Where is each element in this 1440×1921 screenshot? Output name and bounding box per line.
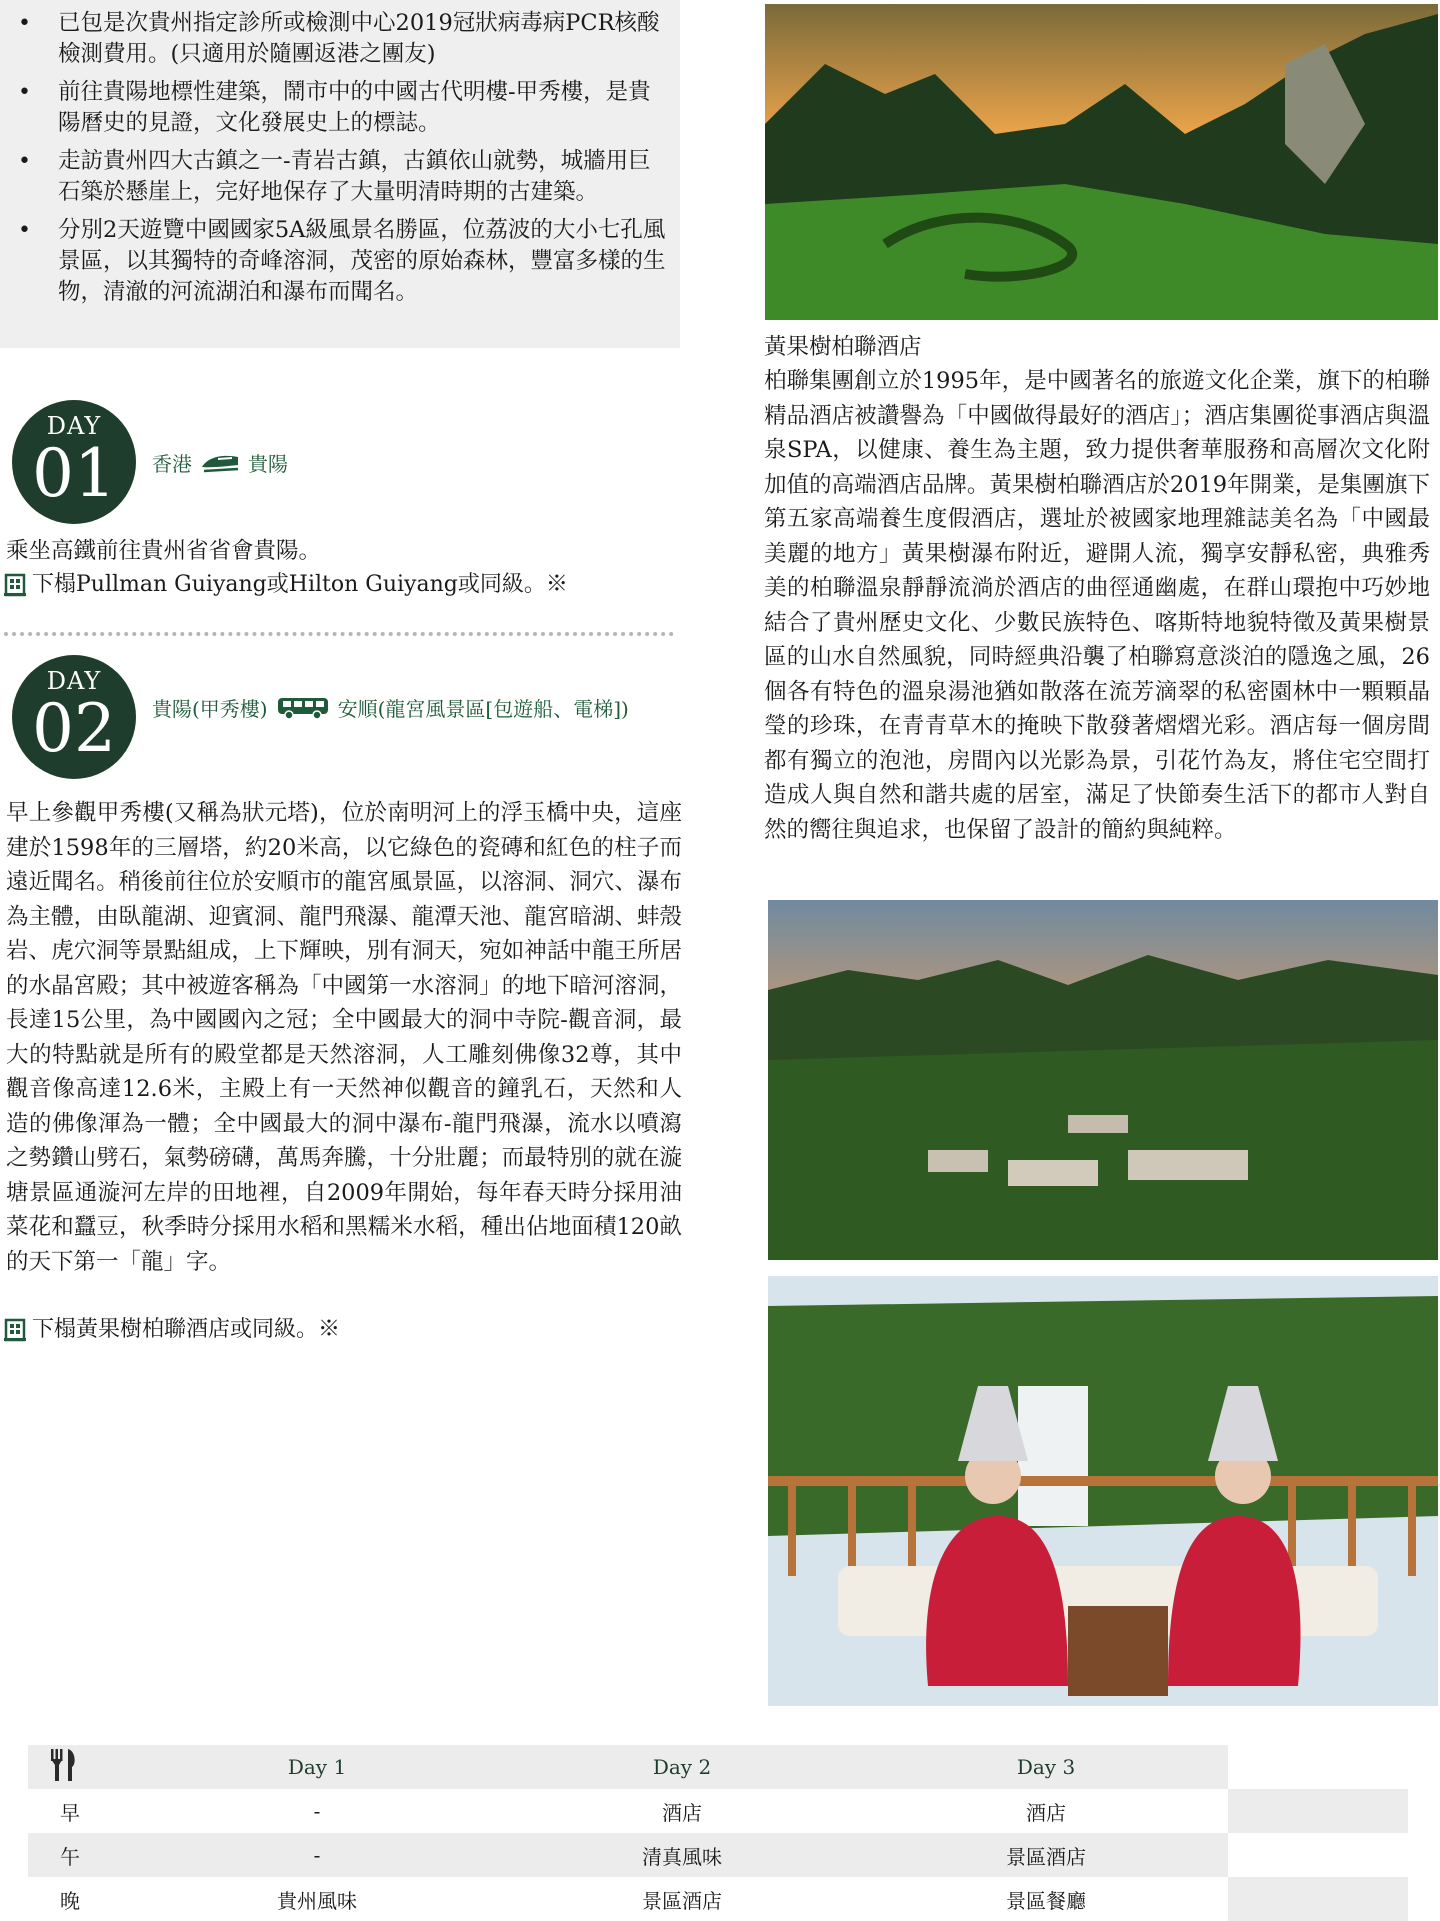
fork-knife-icon — [48, 1764, 78, 1788]
meal-label: 午 — [28, 1833, 134, 1877]
highlights-list — [0, 0, 680, 308]
meal-row-dinner — [28, 1877, 1408, 1921]
day-01-hotel — [4, 568, 568, 602]
day-badge-number: 02 — [32, 690, 116, 767]
hotel-title: 黃果樹柏聯酒店 — [764, 334, 922, 360]
meal-label: 晚 — [28, 1877, 134, 1921]
meal-day-header: Day 3 — [864, 1745, 1228, 1789]
route-to: 貴陽 — [248, 452, 288, 476]
meal-day-header: Day 2 — [500, 1745, 864, 1789]
highlight-item: • 已包是次貴州指定診所或檢測中心2019冠狀病毒病PCR核酸檢測費用。(只適用於隨團返港之團友) — [0, 8, 680, 70]
hotel-text: 下榻黃果樹柏聯酒店或同級。※ — [32, 1317, 341, 1342]
dragon-field-photo — [765, 4, 1438, 320]
day-badge-label: DAY — [46, 412, 102, 440]
meal-row-tail — [1228, 1789, 1408, 1833]
meal-cell: 景區酒店 — [500, 1877, 864, 1921]
resort-aerial-photo — [768, 900, 1438, 1260]
hotel-icon — [4, 1318, 26, 1342]
highlight-item: • 前往貴陽地標性建築，鬧市中的中國古代明樓-甲秀樓，是貴陽曆史的見證，文化發展史上的標誌。 — [0, 77, 680, 139]
day-badge-number: 01 — [32, 435, 116, 512]
meal-row-breakfast — [28, 1789, 1408, 1833]
meal-table — [28, 1745, 1408, 1921]
meal-row-tail — [1228, 1833, 1408, 1877]
hotel-description: 柏聯集團創立於1995年，是中國著名的旅遊文化企業，旗下的柏聯精品酒店被讚譽為「中國做得最好的酒店」；酒店集團從事酒店與溫泉SPA，以健康、養生為主題，致力提供奢華服務和高層次文化附加值的高端酒店品牌。黃果樹柏聯酒店於2019年開業，是集團旗下第五家高端養生度假酒店，選址於被國家地理雜誌美名為「中國最美麗的地方」黃果樹瀑布附近，避開人流，獨享安靜私密，典雅秀美的柏聯溫泉靜靜流淌於酒店的曲徑通幽處，在群山環抱中巧妙地結合了貴州歷史文化、少數民族特色、喀斯特地貌特徵及黃果樹景區的山水自然風貌，同時經典沿襲了柏聯寫意淡泊的隱逸之風，26個各有特色的溫泉湯池猶如散落在流芳滴翠的私密園林中一顆顆晶瑩的珍珠，在青青草木的掩映下散發著熠熠光彩。酒店每一個房間都有獨立的泡池，房間內以光影為景，引花竹為友，將住宅空間打造成人與自然和諧共處的居室，滿足了快節奏生活下的都市人對自然的嚮往與追求，也保留了設計的簡約與純粹。 — [764, 368, 1430, 843]
meal-row-tail — [1228, 1877, 1408, 1921]
meal-cell: - — [134, 1789, 500, 1833]
day-02-badge — [12, 655, 136, 779]
meal-header-tail — [1228, 1745, 1408, 1789]
highlight-item: • 分別2天遊覽中國國家5A級風景名勝區，位荔波的大小七孔風景區，以其獨特的奇峰溶洞，茂密的原始森林，豐富多樣的生物，清澈的河流湖泊和瀑布而聞名。 — [0, 215, 680, 308]
day-02-description: 早上參觀甲秀樓(又稱為狀元塔)，位於南明河上的浮玉橋中央，這座建於1598年的三層塔，約20米高，以它綠色的瓷磚和紅色的柱子而遠近聞名。稍後前往位於安順市的龍宮風景區，以溶洞、洞穴、瀑布為主體，由臥龍湖、迎賓洞、龍門飛瀑、龍潭天池、龍宮暗湖、蚌殼岩、虎穴洞等景點組成，上下輝映，別有洞天，宛如神話中龍王所居的水晶宮殿；其中被遊客稱為「中國第一水溶洞」的地下暗河溶洞，長達15公里，為中國國內之冠；全中國最大的洞中寺院-觀音洞，最大的特點就是所有的殿堂都是天然溶洞，人工雕刻佛像32尊，其中觀音像高達12.6米，主殿上有一天然神似觀音的鐘乳石，天然和人造的佛像渾為一體；全中國最大的洞中瀑布-龍門飛瀑，流水以噴瀉之勢鑽山劈石，氣勢磅礴，萬馬奔騰，十分壯麗；而最特別的就在漩塘景區通漩河左岸的田地裡，自2009年開始，每年春天時分採用油菜花和蠶豆，秋季時分採用水稻和黑糯米水稻，種出佔地面積120畝的天下第一「龍」字。 — [6, 800, 682, 1275]
day-divider — [4, 632, 674, 636]
route-from: 貴陽(甲秀樓) — [152, 697, 268, 721]
meal-cell: 酒店 — [864, 1789, 1228, 1833]
miao-costume-photo — [768, 1276, 1438, 1706]
highlights-panel — [0, 0, 680, 348]
highlight-item: • 走訪貴州四大古鎮之一-青岩古鎮，古鎮依山就勢，城牆用巨石築於懸崖上，完好地保存了大量明清時期的古建築。 — [0, 146, 680, 208]
meal-cell: - — [134, 1833, 500, 1877]
meal-cell: 景區餐廳 — [864, 1877, 1228, 1921]
day-badge-label: DAY — [46, 667, 102, 695]
meal-cell: 酒店 — [500, 1789, 864, 1833]
meal-table-header — [28, 1745, 1408, 1789]
meal-label: 早 — [28, 1789, 134, 1833]
meal-day-header: Day 1 — [134, 1745, 500, 1789]
meal-icon-cell — [28, 1745, 134, 1789]
day-02-hotel — [4, 1313, 340, 1347]
route-from: 香港 — [152, 452, 192, 476]
day-01-badge — [12, 400, 136, 524]
day-01-description: 乘坐高鐵前往貴州省省會貴陽。 — [6, 538, 322, 564]
meal-cell: 貴州風味 — [134, 1877, 500, 1921]
route-to: 安順(龍宮風景區[包遊船、電梯]) — [337, 697, 629, 721]
hotel-icon — [4, 573, 26, 597]
day-02-route — [152, 693, 629, 722]
meal-row-lunch — [28, 1833, 1408, 1877]
meal-cell: 清真風味 — [500, 1833, 864, 1877]
day-01-route — [152, 448, 288, 477]
hotel-text: 下榻Pullman Guiyang或Hilton Guiyang或同級。※ — [32, 572, 568, 597]
coach-bus-icon — [276, 695, 330, 721]
high-speed-train-icon — [200, 451, 240, 475]
meal-cell: 景區酒店 — [864, 1833, 1228, 1877]
